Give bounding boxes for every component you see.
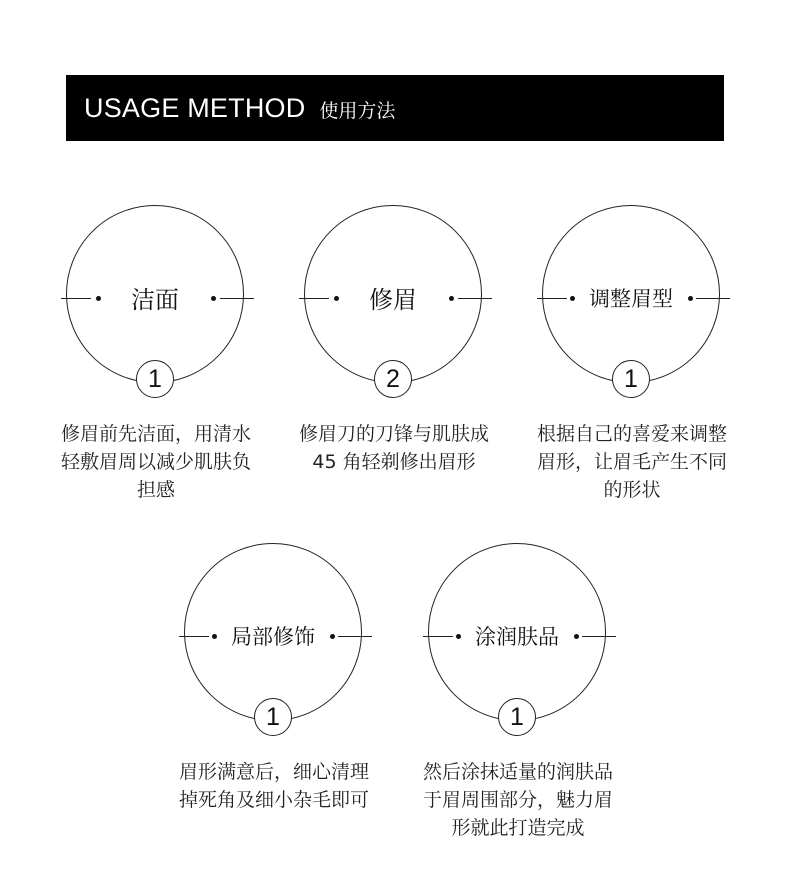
step-title: 局部修饰 (231, 625, 315, 649)
step-description: 修眉前先洁面，用清水轻敷眉周以减少肌肤负担感 (60, 423, 251, 501)
step-number-badge: 1 (254, 698, 292, 736)
step-description: 然后涂抹适量的润肤品于眉周围部分，魅力眉形就此打造完成 (422, 761, 613, 839)
step-card-trim (274, 205, 514, 505)
step-card-adjust-shape (512, 205, 752, 505)
step-number-badge: 1 (612, 360, 650, 398)
step-description: 根据自己的喜爱来调整眉形，让眉毛产生不同的形状 (536, 423, 727, 501)
step-number-badge: 2 (374, 360, 412, 398)
step-number-badge: 1 (498, 698, 536, 736)
header-banner (66, 75, 724, 141)
header-title-en: USAGE METHOD (84, 92, 306, 123)
step-description: 修眉刀的刀锋与肌肤成45 角轻剃修出眉形 (298, 423, 489, 473)
header-title-zh: 使用方法 (319, 100, 396, 122)
step-title: 调整眉型 (589, 287, 673, 311)
step-title: 洁面 (131, 286, 179, 314)
step-card-cleanse (36, 205, 276, 505)
step-title: 涂润肤品 (475, 625, 559, 649)
step-title: 修眉 (369, 286, 417, 314)
step-card-moisturize (398, 543, 638, 843)
step-description: 眉形满意后，细心清理掉死角及细小杂毛即可 (178, 761, 369, 811)
step-number-badge: 1 (136, 360, 174, 398)
step-card-touch-up (154, 543, 394, 843)
